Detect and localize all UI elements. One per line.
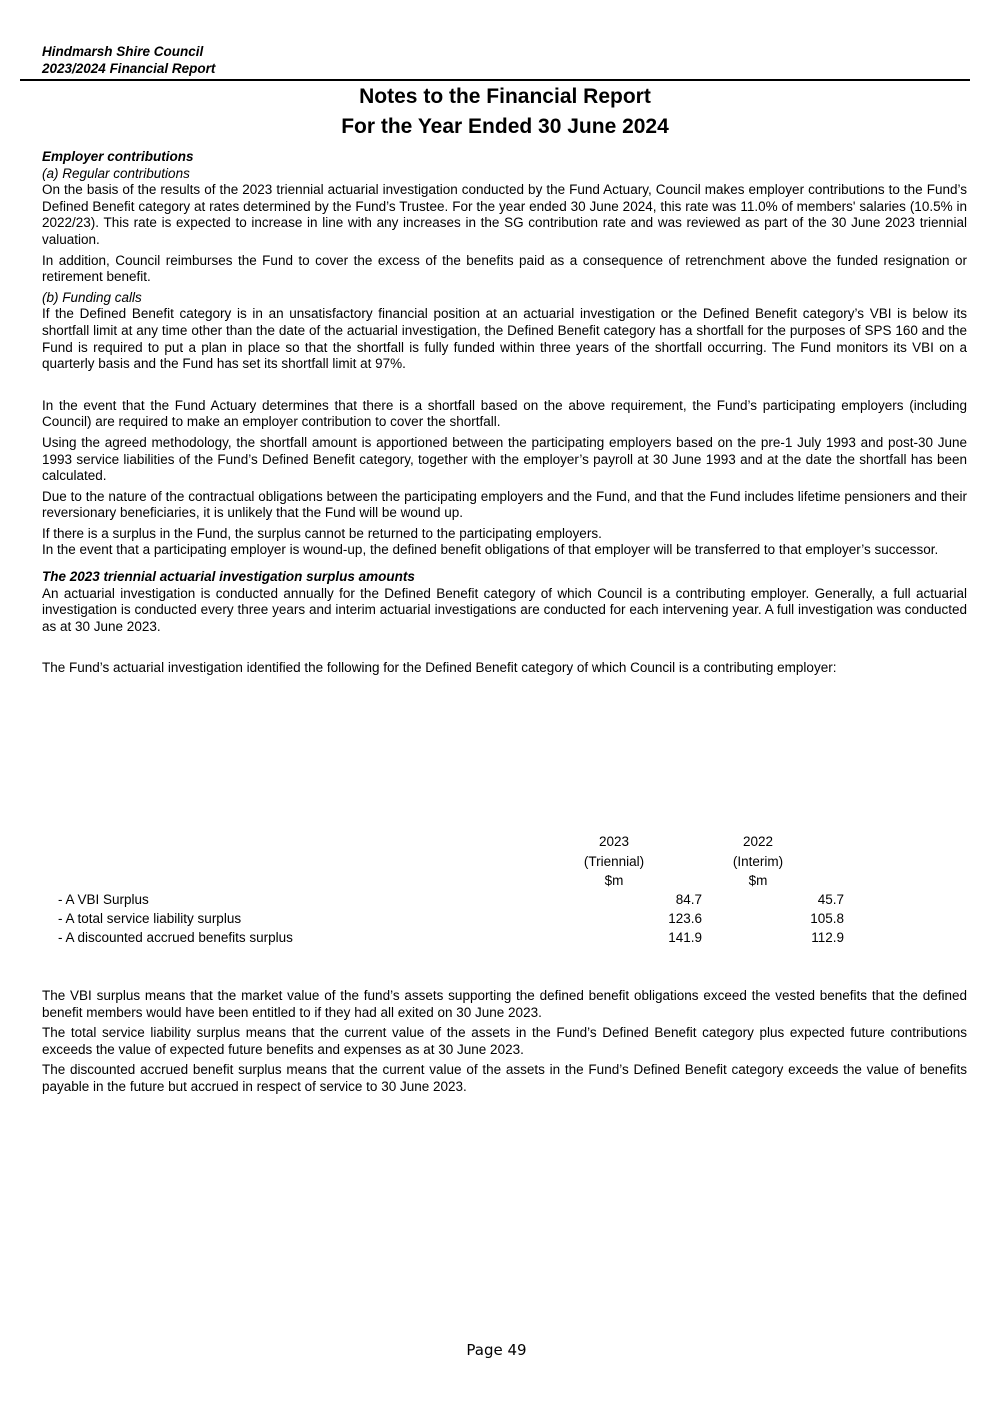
employer-contributions-section <box>42 149 967 677</box>
paragraph: In the event that the Fund Actuary determines that there is a shortfall based on the above requirement, the Fund’s participating employers (including Council) are required to make an employer contribution to cover the shortfall. <box>42 397 967 430</box>
table-row <box>58 928 848 947</box>
section-heading: The 2023 triennial actuarial investigation surplus amounts <box>42 569 415 585</box>
value-2022: 105.8 <box>810 911 844 926</box>
column-unit: $m <box>748 873 768 888</box>
value-2023: 141.9 <box>668 930 702 945</box>
paragraph: In addition, Council reimburses the Fund to cover the excess of the benefits paid as a consequence of retrenchment above the funded resignation or retirement benefit. <box>42 252 967 285</box>
column-header-2023 <box>564 832 664 891</box>
report-header <box>42 43 970 77</box>
column-type: (Triennial) <box>583 853 645 869</box>
column-unit: $m <box>604 873 624 888</box>
organisation-name: Hindmarsh Shire Council <box>42 44 204 59</box>
paragraph: The discounted accrued benefit surplus means that the current value of the assets in the Fund’s Defined Benefit category exceeds the value of benefits payable in the future but accrued in respect of service to 30 June 2023. <box>42 1062 967 1094</box>
header-rule <box>20 79 970 81</box>
paragraph: If there is a surplus in the Fund, the surplus cannot be returned to the participating employers. <box>42 525 602 541</box>
page-subtitle: For the Year Ended 30 June 2024 <box>341 115 669 138</box>
paragraph: On the basis of the results of the 2023 triennial actuarial investigation conducted by the Fund Actuary, Council makes employer contributions to the Fund’s Defined Benefit category at rates determined by the Fund’s Trustee. For the year ended 30 June 2024, this rate was 11.0% of members' salaries (10.5% in 2022/23). This rate is expected to increase in line with any increases in the SG contribution rate and was reviewed as part of the 30 June 2023 triennial valuation. <box>42 182 967 247</box>
value-2023: 123.6 <box>668 911 702 926</box>
report-name: 2023/2024 Financial Report <box>42 61 216 76</box>
row-label: - A total service liability surplus <box>58 911 242 926</box>
column-header-2022 <box>708 832 808 891</box>
value-2023: 84.7 <box>675 892 702 907</box>
surplus-definitions-section <box>42 988 967 1096</box>
paragraph: Using the agreed methodology, the shortfall amount is apportioned between the participating employers based on the pre-1 July 1993 and post-30 June 1993 service liabilities of the Fund’s Defined Benefit category, together with the employer’s payroll at 30 June 1993 and at the date the shortfall has been calculated. <box>42 434 967 484</box>
page-title: Notes to the Financial Report <box>359 85 651 108</box>
table-row <box>58 909 848 928</box>
value-2022: 45.7 <box>817 892 844 907</box>
section-heading: Employer contributions <box>42 149 194 164</box>
paragraph: If the Defined Benefit category is in an unsatisfactory financial position at an actuarial investigation or the Defined Benefit category’s VBI is below its shortfall limit at any time other than the date of the actuarial investigation, the Defined Benefit category has a shortfall for the purposes of SPS 160 and the Fund is required to put a plan in place so that the shortfall is fully funded within three years of the shortfall occurring. The Fund monitors its VBI on a quarterly basis and the Fund has set its shortfall limit at 97%. <box>42 306 967 372</box>
paragraph: Due to the nature of the contractual obligations between the participating employers and the Fund, and that the Fund includes lifetime pensioners and their reversionary beneficiaries, it is unlikely that the Fund will be wound up. <box>42 488 967 521</box>
paragraph: An actuarial investigation is conducted annually for the Defined Benefit category of which Council is a contributing employer. Generally, a full actuarial investigation is conducted every three years and interim actuarial investigations are conducted for each intervening year. A full investigation was conducted as at 30 June 2023. <box>42 585 967 634</box>
paragraph: The Fund’s actuarial investigation identified the following for the Defined Benefit category of which Council is a contributing employer: <box>42 660 837 676</box>
table-row <box>58 890 848 909</box>
value-2022: 112.9 <box>811 930 844 945</box>
column-year: 2023 <box>598 834 630 849</box>
column-type: (Interim) <box>732 853 784 869</box>
row-label: - A discounted accrued benefits surplus <box>58 930 293 945</box>
column-year: 2022 <box>742 834 774 849</box>
paragraph: The total service liability surplus means that the current value of the assets in the Fund’s Defined Benefit category plus expected future contributions exceeds the value of expected future benefits and expenses as at 30 June 2023. <box>42 1025 967 1057</box>
paragraph: The VBI surplus means that the market value of the fund’s assets supporting the defined benefit obligations exceed the vested benefits that the defined benefit members would have been entitled to if they had all exited on 30 June 2023. <box>42 988 967 1020</box>
paragraph: In the event that a participating employer is wound-up, the defined benefit obligations of that employer will be transferred to that employer’s successor. <box>42 542 939 558</box>
subheading-funding-calls: (b) Funding calls <box>42 289 142 305</box>
page-number: Page 49 <box>466 1341 527 1359</box>
row-label: - A VBI Surplus <box>58 892 149 907</box>
subheading-regular-contributions: (a) Regular contributions <box>42 165 190 181</box>
